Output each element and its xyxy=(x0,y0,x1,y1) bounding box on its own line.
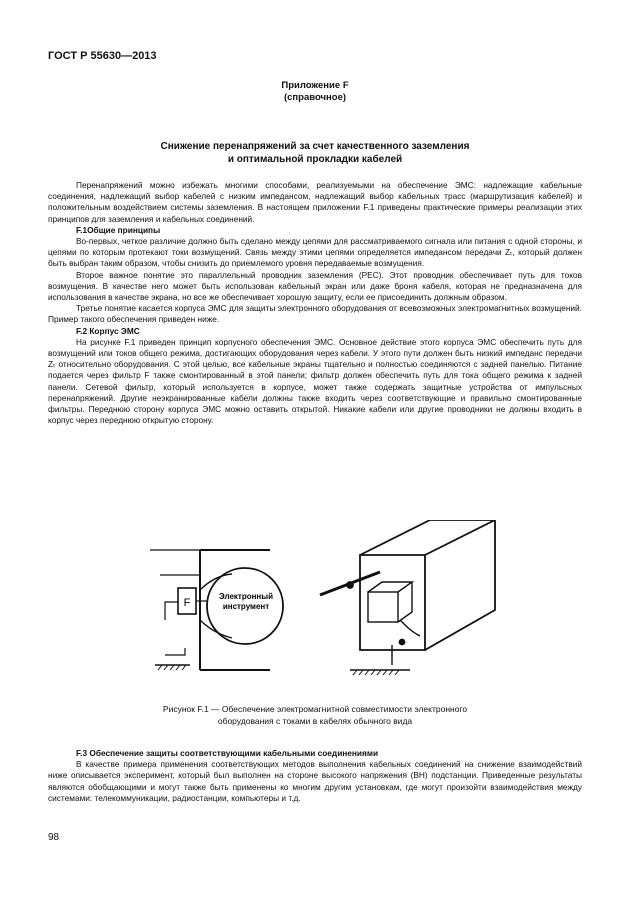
text-block-top xyxy=(48,180,582,426)
section-f1-paragraph-2: Второе важное понятие это параллельный проводник заземления (PEC). Этот проводник обеспечивает путь для токов возмущения. В качестве него может быть использован кабельный экран или даже броня кабеля, которая не предназначена для использования в качестве экрана, но все же обеспечивает хорошую защиту, если ее присоединить должным образом. xyxy=(48,269,582,303)
section-f3-heading: F.3 Обеспечение защиты соответствующими кабельными соединениями xyxy=(76,748,379,758)
section-f1-paragraph-3: Третье понятие касается корпуса ЭМС для защиты электронного оборудования от всевозможных электромагнитных возмущений. Пример такого обеспечения приведен ниже. xyxy=(48,303,582,325)
figure-caption xyxy=(0,703,630,727)
text-block-bottom xyxy=(48,748,582,804)
figure-caption-line-1: Рисунок F.1 — Обеспечение электромагнитной совместимости электронного xyxy=(162,704,468,714)
title-line-2: и оптимальной прокладки кабелей xyxy=(227,153,403,165)
section-f1-heading: F.1Общие принципы xyxy=(76,224,161,235)
appendix-label: Приложение F xyxy=(281,80,349,91)
section-f2-heading: F.2 Корпус ЭМС xyxy=(76,325,140,336)
figure-f1 xyxy=(150,520,500,690)
section-f2-paragraph-1: На рисунке F.1 приведен принцип корпусного обеспечения ЭМС. Основное действие этого корпуса ЭМС обеспечить путь для возмущений или токов общего режима, достигающих оборудования через кабели. У этого пути должен быть низкий импеданс передачи Zₜ относительно оборудования. С этой целью, все кабельные экраны тщательно и полностью соединяются с задней панелью. Питание подается через фильтр F также смонтированный в этой панели; фильтр должен обеспечить путь для тока общего режима к задней панели. Сетевой фильтр, который используется в корпусе, может также содержать защитные устройства от импульсных перенапряжений. Другие неэкранированные кабели должны также входить через соответствующие и правильно смонтированные фильтры. Переднюю сторону корпуса ЭМС можно оставить открытой. Никакие кабели или другие проводники не должны входить в корпус через переднюю открытую сторону. xyxy=(48,336,582,426)
section-f1-paragraph-1: Во-первых, четкое различие должно быть сделано между цепями для рассматриваемого сигнала или питания с одной стороны, и цепями по которым протекают токи возмущений. Связь между этими цепями определяется импедансом передачи Zₜ, который должен быть выбран таким образом, чтобы снизить до приемлемого уровня передаваемые возмущения. xyxy=(48,236,582,269)
page-number: 98 xyxy=(48,832,60,843)
device-label-line-2: инструмент xyxy=(222,602,270,611)
section-f3-paragraph-1: В качестве примера применения соответствующих методов выполнения кабельных соединений на снижение взаимодействий ниже описывается эксперимент, который был выполнен на стороне высокого напряжения (ВН) подстанции. Приведенные результаты являются обобщающими и могут также быть применены ко многим другим установкам, где могут произойти взаимодействия между системами: телекоммуникации, радиостанции, компьютеры и т.д. xyxy=(48,759,582,803)
appendix-title xyxy=(0,141,630,166)
intro-paragraph: Перенапряжений можно избежать многими способами, реализуемыми на обеспечение ЭМС: надлежащие кабельные соединения, надлежащий выбор кабелей с низким импедансом, надлежащий выбор кабельных трасс (маршрутизация кабелей) и положительным воздействием системы заземления. В настоящем приложении F.1 приведены практические примеры реализации этих принципов для заземления и кабельных соединений. xyxy=(48,180,582,224)
appendix-kind: (справочное) xyxy=(283,92,347,103)
title-line-1: Снижение перенапряжений за счет качественного заземления xyxy=(160,141,470,152)
appendix-heading xyxy=(0,80,630,104)
filter-label: F xyxy=(183,597,191,609)
document-code: ГОСТ Р 55630—2013 xyxy=(48,50,157,62)
figure-caption-line-2: оборудования с токами в кабелях обычного вида xyxy=(217,716,413,726)
cabinet-drawing xyxy=(320,520,495,675)
device-label-line-1: Электронный xyxy=(218,592,274,601)
